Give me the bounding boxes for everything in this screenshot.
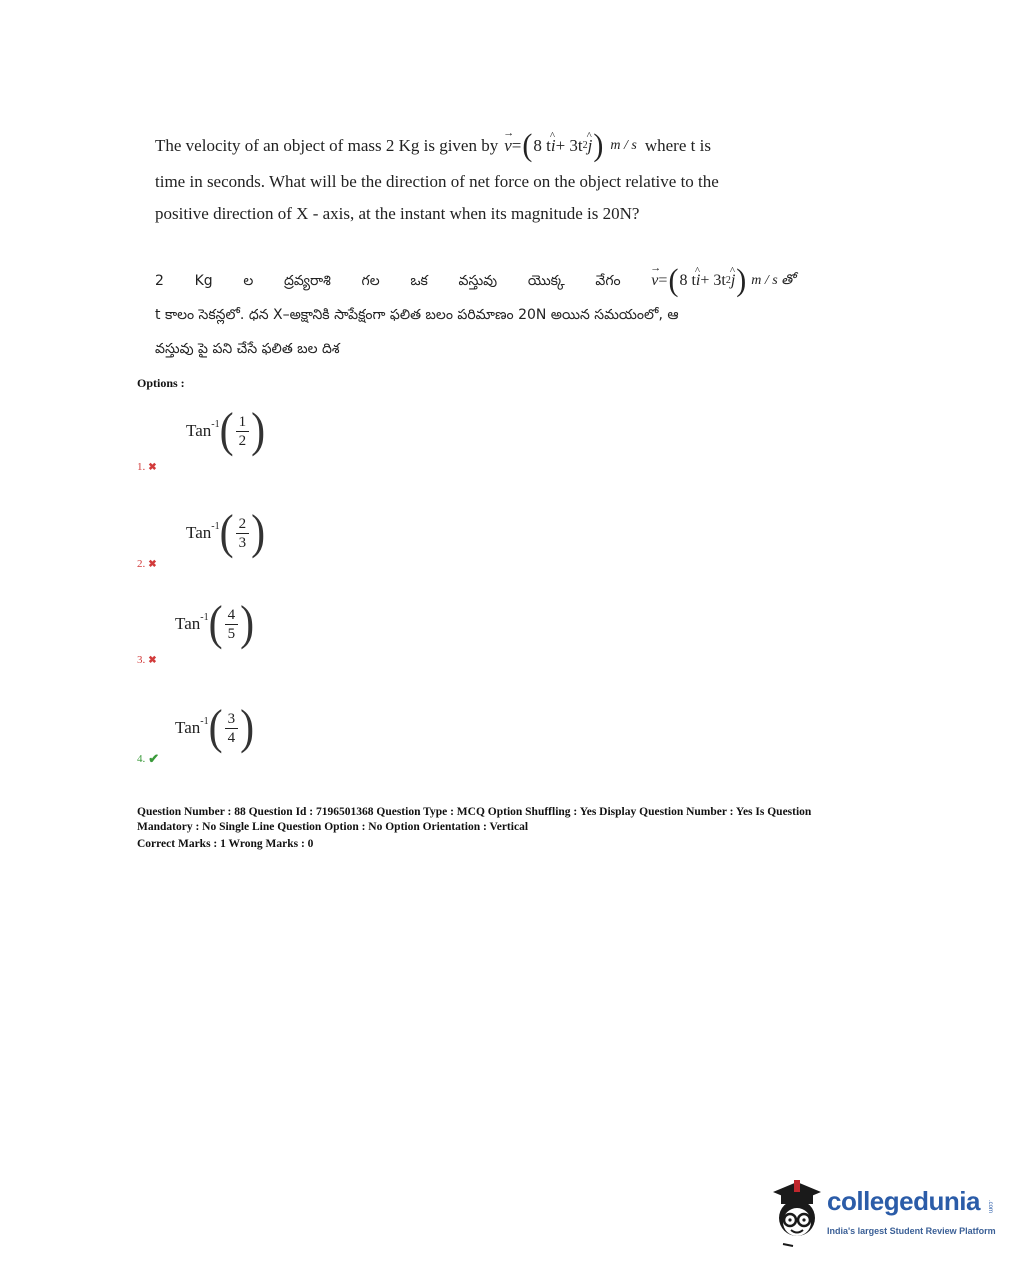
question-line-1 bbox=[155, 128, 795, 164]
denominator: 2 bbox=[238, 432, 247, 449]
question-english bbox=[155, 128, 795, 228]
tan-text: Tan bbox=[175, 718, 201, 737]
option-3-number bbox=[137, 654, 157, 666]
question-telugu bbox=[155, 264, 795, 366]
option-3-formula[interactable] bbox=[175, 597, 255, 651]
fraction bbox=[236, 515, 250, 552]
numerator: 1 bbox=[236, 413, 250, 432]
fraction bbox=[236, 413, 250, 450]
formula-eq: = bbox=[511, 136, 522, 155]
telugu-word: Kg bbox=[194, 273, 213, 289]
paren-open: ( bbox=[219, 506, 234, 560]
telugu-word: వస్తువు bbox=[458, 273, 498, 289]
option-4-number bbox=[137, 751, 159, 767]
unit: m / s bbox=[610, 138, 637, 153]
denominator: 5 bbox=[227, 625, 236, 642]
formula-j-hat: ^ j bbox=[588, 128, 593, 164]
telugu-line-2: t కాలం సెకన్లలో. ధన X–అక్షానికి సాపేక్షంగా ఫలిత బలం పరిమాణం 20N అయిన సమయంలో, ఆ bbox=[155, 307, 679, 323]
meta-line-3: Correct Marks : 1 Wrong Marks : 0 bbox=[137, 838, 314, 850]
tan-label bbox=[186, 523, 220, 543]
velocity-formula-te bbox=[651, 264, 795, 298]
telugu-word: ల bbox=[243, 273, 254, 289]
tan-label bbox=[175, 614, 209, 634]
wrong-icon: ✖ bbox=[148, 558, 157, 570]
meta-line-2: Mandatory : No Single Line Question Option : No Option Orientation : Vertical bbox=[137, 821, 529, 833]
mascot-icon bbox=[767, 1178, 827, 1250]
wrong-icon: ✖ bbox=[148, 654, 157, 666]
telugu-word: ద్రవ్యరాశి bbox=[283, 273, 331, 289]
fraction bbox=[225, 606, 239, 643]
option-2-formula[interactable] bbox=[186, 506, 266, 560]
telugu-line-1 bbox=[155, 264, 795, 298]
formula-v: → v bbox=[504, 128, 512, 164]
tan-exponent: -1 bbox=[200, 716, 209, 728]
paren-open: ( bbox=[522, 128, 533, 163]
paren-close: ) bbox=[251, 506, 266, 560]
options-label: Options : bbox=[137, 376, 185, 390]
paren-open: ( bbox=[208, 701, 223, 755]
question-text-end: where t is bbox=[644, 136, 711, 155]
tan-label bbox=[175, 718, 209, 738]
telugu-word: 2 bbox=[155, 273, 164, 289]
tan-text: Tan bbox=[186, 523, 212, 542]
denominator: 4 bbox=[227, 729, 236, 746]
logo-wordmark: collegedunia bbox=[827, 1186, 980, 1216]
fraction bbox=[225, 710, 239, 747]
paren-open: ( bbox=[208, 597, 223, 651]
option-1-formula[interactable] bbox=[186, 404, 266, 458]
paren-open: ( bbox=[219, 404, 234, 458]
velocity-formula bbox=[504, 128, 604, 164]
tan-exponent: -1 bbox=[211, 419, 220, 431]
tan-text: Tan bbox=[175, 614, 201, 633]
option-number: 4. bbox=[137, 753, 146, 765]
paren-close: ) bbox=[593, 128, 604, 163]
paren-close: ) bbox=[251, 404, 266, 458]
telugu-word: గల bbox=[361, 273, 380, 289]
question-line-3: positive direction of X - axis, at the instant when its magnitude is 20N? bbox=[155, 204, 640, 223]
telugu-word: ఒక bbox=[410, 273, 428, 289]
logo-dotcom: .com bbox=[987, 1200, 993, 1214]
paren-open: ( bbox=[668, 263, 679, 298]
check-icon: ✔ bbox=[148, 751, 160, 766]
paren-close: ) bbox=[240, 701, 255, 755]
tan-label bbox=[186, 421, 220, 441]
formula-8t: 8 t bbox=[679, 272, 696, 289]
formula-8t: 8 t bbox=[533, 136, 551, 155]
unit-suffix: m / s తో bbox=[751, 273, 795, 288]
tan-exponent: -1 bbox=[200, 612, 209, 624]
wrong-icon: ✖ bbox=[148, 461, 157, 473]
option-4-formula[interactable] bbox=[175, 701, 255, 755]
formula-j-hat: ^ j bbox=[731, 264, 735, 298]
collegedunia-logo[interactable] bbox=[767, 1178, 997, 1250]
formula-plus: + 3t bbox=[555, 136, 583, 155]
logo-tagline: India's largest Student Review Platform bbox=[827, 1226, 996, 1236]
question-meta bbox=[137, 805, 877, 852]
meta-line-1: Question Number : 88 Question Id : 7196501368 Question Type : MCQ Option Shuffling : Yes Display Question Number : Yes Is Question bbox=[137, 806, 812, 818]
numerator: 2 bbox=[236, 515, 250, 534]
formula-square: 2 bbox=[725, 275, 731, 286]
option-number: 3. bbox=[137, 654, 146, 666]
numerator: 3 bbox=[225, 710, 239, 729]
denominator: 3 bbox=[238, 534, 247, 551]
formula-v: → v bbox=[651, 264, 658, 298]
option-2-number bbox=[137, 558, 157, 570]
formula-eq: = bbox=[658, 272, 668, 289]
paren-close: ) bbox=[736, 263, 747, 298]
formula-i-hat: ^ i bbox=[696, 264, 700, 298]
formula-square: 2 bbox=[582, 140, 588, 151]
tan-exponent: -1 bbox=[211, 521, 220, 533]
formula-plus: + 3t bbox=[700, 272, 726, 289]
question-text: The velocity of an object of mass 2 Kg is given by bbox=[155, 136, 499, 155]
telugu-line-3: వస్తువు పై పని చేసే ఫలిత బల దిశ bbox=[155, 341, 340, 357]
formula-i-hat: ^ i bbox=[551, 128, 556, 164]
option-number: 2. bbox=[137, 558, 146, 570]
numerator: 4 bbox=[225, 606, 239, 625]
option-1-number bbox=[137, 461, 157, 473]
option-number: 1. bbox=[137, 461, 146, 473]
telugu-word: యొక్క bbox=[527, 273, 565, 289]
question-line-2: time in seconds. What will be the direction of net force on the object relative to the bbox=[155, 172, 719, 191]
telugu-word: వేగం bbox=[595, 273, 621, 289]
tan-text: Tan bbox=[186, 421, 212, 440]
paren-close: ) bbox=[240, 597, 255, 651]
